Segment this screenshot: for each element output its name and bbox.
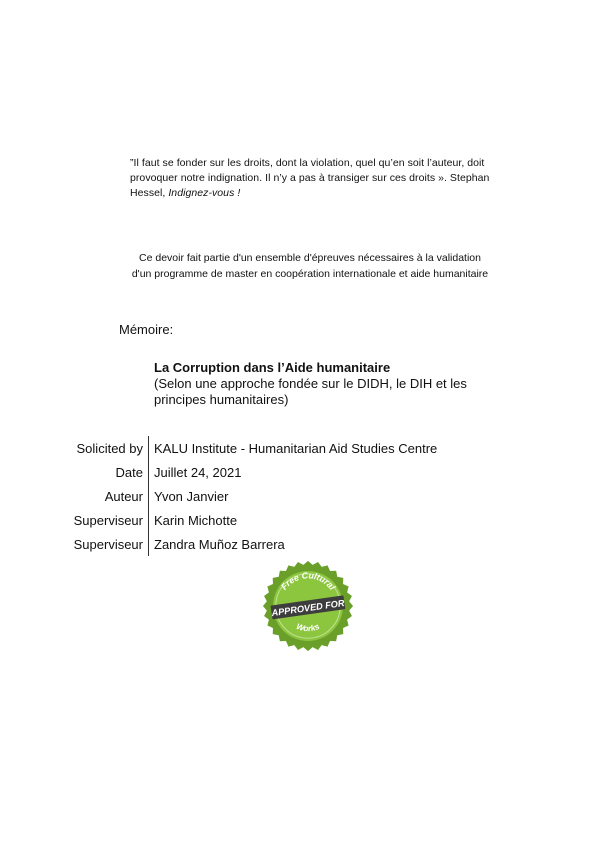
purpose-statement — [90, 250, 530, 282]
field-value: Juillet 24, 2021 — [154, 464, 242, 480]
table-row — [40, 532, 437, 556]
field-label: Auteur — [40, 484, 149, 508]
memoire-label: Mémoire: — [119, 322, 174, 337]
field-label: Superviseur — [40, 508, 149, 532]
subtitle-line: (Selon une approche fondée sur le DIDH, le DIH et les — [154, 376, 467, 391]
field-value: KALU Institute - Humanitarian Aid Studies Centre — [154, 440, 438, 456]
thesis-subtitle — [154, 376, 514, 408]
subtitle-line: principes humanitaires) — [154, 392, 289, 407]
quote-line: provoquer notre indignation. Il n’y a pas à transiger sur ces droits ». Stephan — [130, 172, 490, 184]
table-row — [40, 460, 437, 484]
field-value: Yvon Janvier — [154, 488, 229, 504]
seal-banner-text: APPROVED FOR — [270, 597, 346, 619]
table-row — [40, 508, 437, 532]
quote-book-title: Indignez-vous ! — [168, 187, 241, 199]
table-row — [40, 484, 437, 508]
field-label: Superviseur — [40, 532, 149, 556]
metadata-table — [40, 436, 437, 556]
purpose-line: Ce devoir fait partie d'un ensemble d'épreuves nécessaires à la validation — [139, 252, 481, 264]
quote-author: Hessel, — [130, 187, 169, 199]
seal-bottom-text: Works — [295, 621, 321, 634]
field-value: Karin Michotte — [154, 512, 238, 528]
quote-line: ”Il faut se fonder sur les droits, dont la violation, quel qu’en soit l’auteur, doit — [130, 157, 485, 169]
table-row — [40, 436, 437, 460]
purpose-line: d'un programme de master en coopération internationale et aide humanitaire — [131, 268, 489, 280]
field-label: Date — [40, 460, 149, 484]
seal-top-text: Free Cultural — [278, 570, 338, 592]
field-value: Zandra Muñoz Barrera — [154, 536, 285, 552]
quote-attribution — [130, 186, 545, 201]
free-cultural-works-seal — [262, 560, 354, 652]
field-label: Solicited by — [40, 436, 149, 460]
thesis-title: La Corruption dans l’Aide humanitaire — [154, 360, 391, 375]
epigraph-quote — [130, 156, 545, 201]
